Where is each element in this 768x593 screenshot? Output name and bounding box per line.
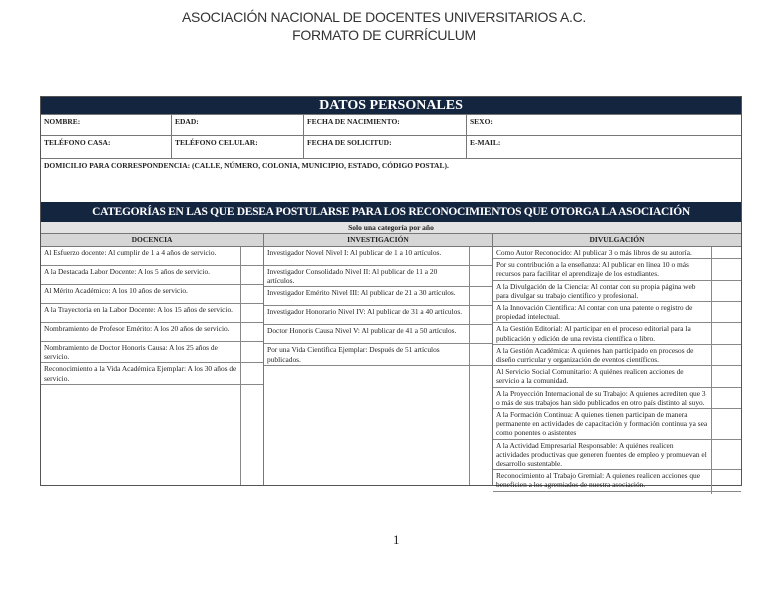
docencia-option-label: A la Destacada Labor Docente: A los 5 años de servicio. (44, 267, 211, 276)
docencia-option (41, 247, 263, 266)
divulgacion-option-checkbox[interactable] (711, 440, 741, 470)
investigacion-option-checkbox[interactable] (469, 287, 492, 305)
docencia-option-label: Al Mérito Académico: A los 10 años de servicio. (44, 286, 188, 295)
investigacion-option (264, 287, 492, 306)
investigacion-option (264, 306, 492, 325)
docencia-option-checkbox[interactable] (240, 266, 263, 284)
category-note: Solo una categoría por año (41, 222, 741, 233)
curriculum-form (40, 96, 742, 490)
investigacion-option-checkbox[interactable] (469, 344, 492, 364)
divulgacion-option-checkbox[interactable] (711, 388, 741, 408)
email-field[interactable]: E-MAIL: (466, 136, 741, 158)
docencia-option-checkbox[interactable] (240, 304, 263, 322)
divulgacion-option-checkbox[interactable] (711, 323, 741, 343)
investigacion-option-label: Investigador Honorario Nivel IV: Al publicar de 31 a 40 artículos. (267, 307, 463, 317)
divulgacion-option-label: A la Actividad Empresarial Responsable: A quiénes realicen actividades productivas que generen fuentes de empleo y promuevan el desarrollo sustentable. (496, 440, 707, 469)
docencia-option (41, 323, 263, 342)
docencia-option-label: Nombramiento de Doctor Honoris Causa: A los 25 años de servicio. (44, 343, 218, 362)
personal-data-heading: DATOS PERSONALES (41, 97, 741, 114)
divulgacion-option (493, 259, 741, 280)
investigacion-option-checkbox[interactable] (469, 366, 492, 485)
investigacion-column (263, 234, 492, 485)
divulgacion-option-checkbox[interactable] (711, 345, 741, 365)
divulgacion-option-checkbox[interactable] (711, 409, 741, 439)
divulgacion-option-checkbox[interactable] (711, 470, 741, 490)
investigacion-option (264, 366, 492, 485)
domicilio-field[interactable]: DOMICILIO PARA CORRESPONDENCIA: (CALLE, NÚMERO, COLONIA, MUNICIPIO, ESTADO, CÓDIGO POSTAL). (44, 161, 449, 170)
investigacion-option-checkbox[interactable] (469, 266, 492, 286)
divulgacion-option-label: A la Gestión Editorial: Al participar en el proceso editorial para la publicación y edición de una revista científica o libro. (496, 324, 691, 343)
docencia-option (41, 285, 263, 304)
divulgacion-option-checkbox[interactable] (711, 302, 741, 322)
investigacion-option (264, 325, 492, 344)
telefono-celular-field[interactable]: TELÉFONO CELULAR: (171, 136, 303, 158)
docencia-option-checkbox[interactable] (240, 363, 263, 383)
docencia-option-label: Reconocimiento a la Vida Académica Ejemplar: A los 30 años de servicio. (44, 364, 237, 383)
divulgacion-option (493, 409, 741, 440)
docencia-option (41, 266, 263, 285)
association-title: ASOCIACIÓN NACIONAL DE DOCENTES UNIVERSITARIOS A.C. (182, 9, 586, 25)
docencia-option-label: Al Esfuerzo docente: Al cumplir de 1 a 4 años de servicio. (44, 248, 217, 257)
divulgacion-option-label: A la Formación Continua: A quienes tienen participan de manera permanente en actividades de capacitación y formación continua ya sea como ponentes o asistentes (496, 410, 708, 438)
edad-field[interactable]: EDAD: (171, 115, 303, 135)
docencia-option-checkbox[interactable] (240, 285, 263, 303)
investigacion-option-label: Investigador Emérito Nivel III: Al publicar de 21 a 30 artículos. (267, 288, 456, 298)
divulgacion-option (493, 323, 741, 344)
divulgacion-option (493, 388, 741, 409)
sexo-field[interactable]: SEXO: (466, 115, 741, 135)
docencia-option-label: Nombramiento de Profesor Emérito: A los 20 años de servicio. (44, 324, 230, 333)
form-title: FORMATO DE CURRÍCULUM (292, 27, 476, 43)
docencia-option-checkbox[interactable] (240, 247, 263, 265)
investigacion-option-label: Investigador Consolidado Nivel II: Al publicar de 11 a 20 artículos. (267, 267, 438, 286)
docencia-column (41, 234, 263, 485)
categories-heading: CATEGORÍAS EN LAS QUE DESEA POSTULARSE PARA LOS RECONOCIMIENTOS QUE OTORGA LA ASOCIACIÓN (41, 202, 741, 222)
fecha-solicitud-field[interactable]: FECHA DE SOLICITUD: (303, 136, 466, 158)
docencia-option (41, 385, 263, 485)
docencia-heading: DOCENCIA (41, 234, 263, 247)
divulgacion-option (493, 281, 741, 302)
divulgacion-option-checkbox[interactable] (711, 366, 741, 386)
investigacion-option-checkbox[interactable] (469, 247, 492, 265)
divulgacion-option-label: Reconocimiento al Trabajo Gremial: A quienes realicen acciones que beneficien a los agremiados de nuestra asociación. (496, 471, 700, 490)
investigacion-option-label (264, 366, 469, 485)
divulgacion-option-checkbox[interactable] (711, 247, 741, 258)
investigacion-option-checkbox[interactable] (469, 325, 492, 343)
divulgacion-option (493, 302, 741, 323)
investigacion-option-label: Doctor Honoris Causa Nivel V: Al publicar de 41 a 50 artículos. (267, 326, 457, 336)
docencia-option-label (41, 385, 240, 485)
divulgacion-option-label: A la Innovación Científica: Al contar con una patente o registro de propiedad intelectual. (496, 303, 693, 322)
divulgacion-option (493, 440, 741, 471)
divulgacion-option-label: A la Divulgación de la Ciencia: Al contar con su propia página web para divulgar su trabajo científico y profesional. (496, 281, 696, 300)
investigacion-option-checkbox[interactable] (469, 306, 492, 324)
divulgacion-option-checkbox[interactable] (711, 259, 741, 279)
divulgacion-option (493, 366, 741, 387)
divulgacion-option-label: A la Gestión Académica: A quienes han participado en procesos de diseño curricular y organización de eventos científicos. (496, 345, 694, 365)
divulgacion-option (493, 492, 741, 494)
investigacion-option-label: Investigador Novel Nivel I: Al publicar de 1 a 10 artículos. (267, 248, 442, 257)
docencia-option (41, 342, 263, 363)
divulgacion-heading: DIVULGACIÓN (493, 234, 741, 247)
page-number: 1 (393, 532, 400, 547)
divulgacion-option-label: Como Autor Reconocido: Al publicar 3 o más libros de su autoría. (496, 248, 692, 257)
nombre-field[interactable]: NOMBRE: (44, 117, 81, 126)
docencia-option-label: A la Trayectoria en la Labor Docente: A los 15 años de servicio. (44, 305, 234, 314)
fecha-nacimiento-field[interactable]: FECHA DE NACIMIENTO: (303, 115, 466, 135)
docencia-option-checkbox[interactable] (240, 342, 263, 362)
investigacion-heading: INVESTIGACIÓN (264, 234, 492, 247)
divulgacion-option-label: Por su contribución a la enseñanza: Al publicar en línea 10 o más recursos para facilitar el aprendizaje de los estudiantes. (496, 260, 689, 279)
divulgacion-option-label: A la Proyección Internacional de su Trabajo: A quienes acrediten que 3 o más de sus trabajos han sido publicados en otro país distinto al suyo. (496, 388, 706, 407)
investigacion-option (264, 344, 492, 365)
investigacion-option (264, 266, 492, 287)
investigacion-option (264, 247, 492, 266)
divulgacion-option-checkbox[interactable] (711, 492, 741, 494)
telefono-casa-field[interactable]: TELÉFONO CASA: (44, 138, 111, 147)
docencia-option (41, 304, 263, 323)
divulgacion-option (493, 345, 741, 366)
investigacion-option-label: Por una Vida Científica Ejemplar: Después de 51 artículos publicados. (267, 345, 440, 364)
divulgacion-option (493, 247, 741, 259)
divulgacion-option-label: Al Servicio Social Comunitario: A quiénes realicen acciones de servicio a la comunidad. (496, 367, 684, 386)
divulgacion-column (492, 234, 741, 490)
divulgacion-option-label (493, 492, 711, 494)
docencia-option-checkbox[interactable] (240, 385, 263, 485)
docencia-option (41, 363, 263, 384)
divulgacion-option-checkbox[interactable] (711, 281, 741, 301)
divulgacion-option (493, 470, 741, 491)
docencia-option-checkbox[interactable] (240, 323, 263, 341)
